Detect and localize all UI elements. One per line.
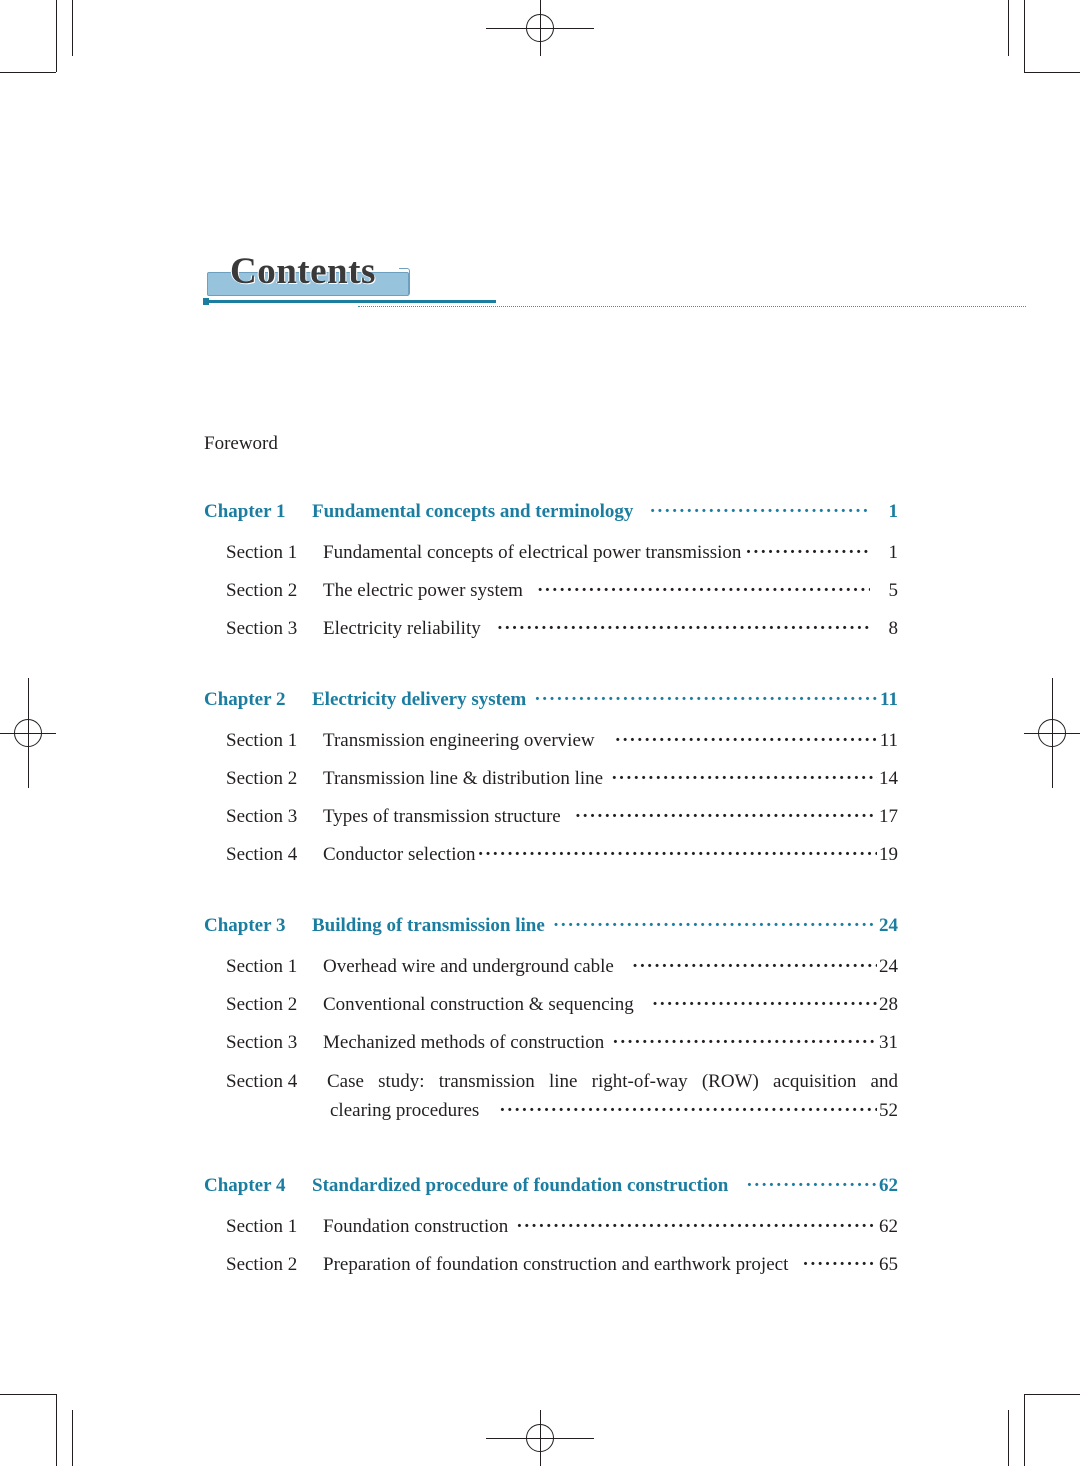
foreword-entry[interactable] bbox=[204, 433, 898, 455]
section-title: Preparation of foundation construction and earthwork project bbox=[323, 1254, 789, 1275]
section-title: Transmission engineering overview bbox=[323, 730, 595, 751]
section-label: Section 2 bbox=[226, 768, 298, 789]
section-title: The electric power system bbox=[323, 580, 523, 601]
section-label: Section 3 bbox=[226, 618, 298, 639]
page-title: Contents bbox=[230, 251, 376, 292]
section-label: Section 2 bbox=[226, 1254, 298, 1275]
section-page: 1 bbox=[888, 542, 898, 563]
section-page: 8 bbox=[888, 618, 898, 639]
section-page: 62 bbox=[879, 1216, 898, 1237]
section-entry[interactable] bbox=[204, 844, 898, 866]
section-title-line-1: Case study: transmission line right-of-way (ROW) acquisition and bbox=[327, 1071, 898, 1092]
section-title: Conventional construction & sequencing bbox=[323, 994, 634, 1015]
section-label: Section 2 bbox=[226, 580, 298, 601]
header-rule bbox=[206, 300, 496, 303]
dot-leader bbox=[516, 1216, 877, 1238]
chapter-2-entry[interactable] bbox=[204, 689, 898, 711]
section-entry[interactable] bbox=[204, 806, 898, 828]
section-page: 17 bbox=[879, 806, 898, 827]
section-page: 31 bbox=[879, 1032, 898, 1053]
dot-leader bbox=[612, 1032, 877, 1054]
dot-leader bbox=[499, 1100, 877, 1122]
section-page: 52 bbox=[879, 1100, 898, 1121]
dot-leader bbox=[537, 580, 870, 602]
chapter-page: 24 bbox=[879, 915, 898, 936]
section-entry-multiline[interactable] bbox=[226, 1071, 898, 1122]
dot-leader bbox=[745, 542, 870, 564]
section-label: Section 4 bbox=[226, 1071, 298, 1092]
section-page: 65 bbox=[879, 1254, 898, 1275]
dot-leader bbox=[746, 1175, 877, 1197]
section-entry[interactable] bbox=[204, 956, 898, 978]
chapter-3-entry[interactable] bbox=[204, 915, 898, 937]
section-entry[interactable] bbox=[204, 730, 898, 752]
chapter-label: Chapter 2 bbox=[204, 689, 286, 710]
section-entry[interactable] bbox=[204, 542, 898, 564]
section-title: Conductor selection bbox=[323, 844, 476, 865]
section-entry[interactable] bbox=[204, 994, 898, 1016]
dot-leader bbox=[478, 844, 878, 866]
section-page: 28 bbox=[879, 994, 898, 1015]
chapter-4-entry[interactable] bbox=[204, 1175, 898, 1197]
dot-leader bbox=[649, 501, 870, 523]
dot-leader bbox=[632, 956, 877, 978]
section-page: 5 bbox=[888, 580, 898, 601]
section-entry[interactable] bbox=[204, 580, 898, 602]
section-title: Mechanized methods of construction bbox=[323, 1032, 605, 1053]
chapter-page: 1 bbox=[888, 501, 898, 522]
dot-leader bbox=[611, 768, 877, 790]
section-title-line-2: clearing procedures bbox=[330, 1100, 480, 1121]
section-entry[interactable] bbox=[204, 1216, 898, 1238]
section-entry[interactable] bbox=[204, 768, 898, 790]
section-title: Foundation construction bbox=[323, 1216, 509, 1237]
chapter-label: Chapter 4 bbox=[204, 1175, 286, 1196]
chapter-title: Electricity delivery system bbox=[312, 689, 527, 710]
section-label: Section 1 bbox=[226, 1216, 298, 1237]
section-entry[interactable] bbox=[204, 1032, 898, 1054]
dot-leader bbox=[575, 806, 877, 828]
header-rule-marker bbox=[203, 298, 209, 305]
chapter-title: Building of transmission line bbox=[312, 915, 545, 936]
dot-leader bbox=[553, 915, 877, 937]
section-label: Section 3 bbox=[226, 1032, 298, 1053]
section-page: 14 bbox=[879, 768, 898, 789]
dot-leader bbox=[615, 730, 878, 752]
section-label: Section 4 bbox=[226, 844, 298, 865]
section-page: 11 bbox=[879, 730, 898, 751]
section-title: Overhead wire and underground cable bbox=[323, 956, 614, 977]
section-entry[interactable] bbox=[204, 618, 898, 640]
section-title: Transmission line & distribution line bbox=[323, 768, 604, 789]
chapter-title: Standardized procedure of foundation construction bbox=[312, 1175, 729, 1196]
chapter-page: 62 bbox=[879, 1175, 898, 1196]
chapter-label: Chapter 1 bbox=[204, 501, 286, 522]
section-label: Section 1 bbox=[226, 542, 298, 563]
section-title: Fundamental concepts of electrical power transmission bbox=[323, 542, 742, 563]
section-page: 19 bbox=[879, 844, 898, 865]
section-page: 24 bbox=[879, 956, 898, 977]
section-label: Section 3 bbox=[226, 806, 298, 827]
foreword-label: Foreword bbox=[204, 433, 278, 454]
chapter-page: 11 bbox=[880, 689, 898, 710]
dot-leader bbox=[534, 689, 878, 711]
section-title: Electricity reliability bbox=[323, 618, 481, 639]
section-label: Section 2 bbox=[226, 994, 298, 1015]
dot-leader bbox=[652, 994, 877, 1016]
dot-leader bbox=[497, 618, 870, 640]
section-entry[interactable] bbox=[204, 1254, 898, 1276]
chapter-label: Chapter 3 bbox=[204, 915, 286, 936]
dot-leader bbox=[802, 1254, 877, 1276]
header-dotted-rule bbox=[358, 306, 1026, 307]
chapter-1-entry[interactable] bbox=[204, 501, 898, 523]
section-title: Types of transmission structure bbox=[323, 806, 561, 827]
section-label: Section 1 bbox=[226, 956, 298, 977]
section-label: Section 1 bbox=[226, 730, 298, 751]
chapter-title: Fundamental concepts and terminology bbox=[312, 501, 634, 522]
